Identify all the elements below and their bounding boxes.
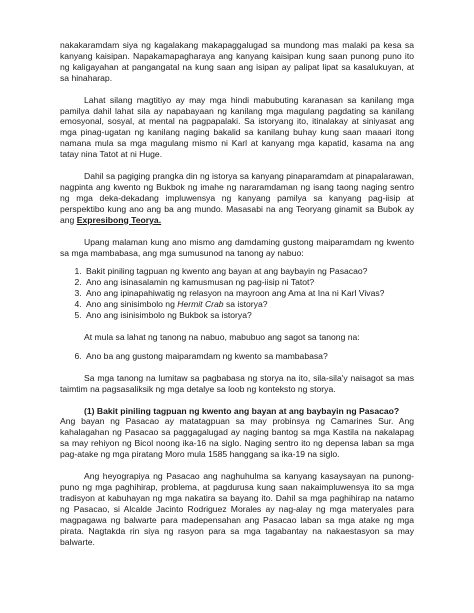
- paragraph-4: Upang malaman kung ano mismo ang damdaming gustong maiparamdam ng kwento sa mga mambabasa, ang mga sumusunod na tanong ay nabuo:: [60, 236, 414, 258]
- paragraph-5: At mula sa lahat ng tanong na nabuo, mabubuo ang sagot sa tanong na:: [84, 331, 360, 342]
- expresibong-teorya: Expresibong Teorya.: [76, 214, 162, 225]
- paragraph-3: [60, 171, 414, 226]
- list-item: 1. Bakit piniling tagpuan ng kwento ang bayan at ang baybayin ng Pasacao?: [84, 266, 414, 277]
- paragraph-7: Ang bayan ng Pasacao ay matatagpuan sa may probinsya ng Camarines Sur. Ang kahalagahan ng Pasacao sa paggagalugad ay naging bantog sa mga Kastila na nakalapag sa may rehiyon ng Bicol noong ika-16 na siglo. Naging sentro ito ng depensa laban sa mga pag-atake ng mga piratang Moro mula 1585 hanggang sa ika-19 na siglo.: [60, 416, 414, 460]
- paragraph-8: Ang heyograpiya ng Pasacao ang naghuhulma sa kanyang kasaysayan na punong-puno ng mga paghihirap, problema, at pagdurusa kung saan nakaimpluwensya ito sa mga tradisyon at kabuhayan ng mga nakatira sa bayang ito. Dahil sa mga paghihirap na natamo ng Pasacao, si Alcalde Jacinto Rodriguez Morales ay nag-alay ng mga materyales para magpagawa ng balwarte para madepensahan ang Pasacao laban sa mga atake ng mga pirata. Nagtakda rin siya ng rasyon para sa mga tagabantay na nakaestasyon sa may balwarte.: [60, 471, 414, 547]
- section-heading: (1) Bakit piniling tagpuan ng kwento ang bayan at ang baybayin ng Pasacao?: [84, 405, 400, 416]
- list-item: 6. Ano ba ang gustong maiparamdam ng kwento sa mambabasa?: [84, 351, 414, 362]
- paragraph-3-text: Dahil sa pagiging prangka din ng istorya sa kanyang pinaparamdam at pinapalarawan, nagpinta ang kwento ng Bukbok ng imahe ng nararamdaman ng isang taong naging sentro ng mga deka-dekadang impluwensya ng kanyang pamilya sa kanyang pag-iisip at perspektibo kung ano ang ba ang mundo. Masasabi na ang Teoryang ginamit sa Bubok ay ang: [60, 171, 414, 225]
- paragraph-6: Sa mga tanong na lumitaw sa pagbabasa ng storya na ito, sila-sila'y naisagot sa mas taimtim na pagsasaliksik ng mga detalye sa loob ng konteksto ng storya.: [60, 372, 414, 394]
- questions-list: [60, 266, 414, 321]
- paragraph-1: nakakaramdam siya ng kagalakang makapaggalugad sa mundong mas malaki pa kesa sa kanyang kaisipan. Napakamapagharaya ang kanyang kaisipan kung saan punong puno ito ng kaligayahan at pangangatal na kung saan ang isipan ay palipat lipat sa kasalukuyan, at sa hinaharap.: [60, 40, 414, 83]
- list-item: [84, 299, 414, 310]
- list-item: 3. Ano ang ipinapahiwatig ng relasyon na mayroon ang Ama at Ina ni Karl Vivas?: [84, 288, 414, 299]
- list-item: 2. Ano ang isinasalamin ng kamusmusan ng pag-iisip ni Tatot?: [84, 277, 414, 288]
- question-4-tail: sa istorya?: [223, 299, 268, 310]
- hermit-crab: Hermit Crab: [177, 299, 224, 310]
- list-item: 5. Ano ang isinisimbolo ng Bukbok sa istorya?: [84, 310, 414, 321]
- paragraph-2: Lahat silang magtitiyo ay may mga hindi mabubuting karanasan sa kanilang mga pamilya dahil lahat sila ay napabayaan ng kanilang mga magulang pagdating sa kanilang emosyonal, sosyal, at mental na pagpapalaki. Sa istoryang ito, itinalakay at siniyasat ang mga pinag-ugatan ng kanilang naging bakalid sa kanilang buhay kung saan maaari itong namana mula sa mga magulang mismo ni Karl at kanyang mga kapatid, kasama na ang tatay nina Tatot at ni Huge.: [60, 94, 414, 160]
- main-question-list: [60, 351, 414, 362]
- question-4-text: Ano ang sinisimbolo ng: [86, 299, 175, 310]
